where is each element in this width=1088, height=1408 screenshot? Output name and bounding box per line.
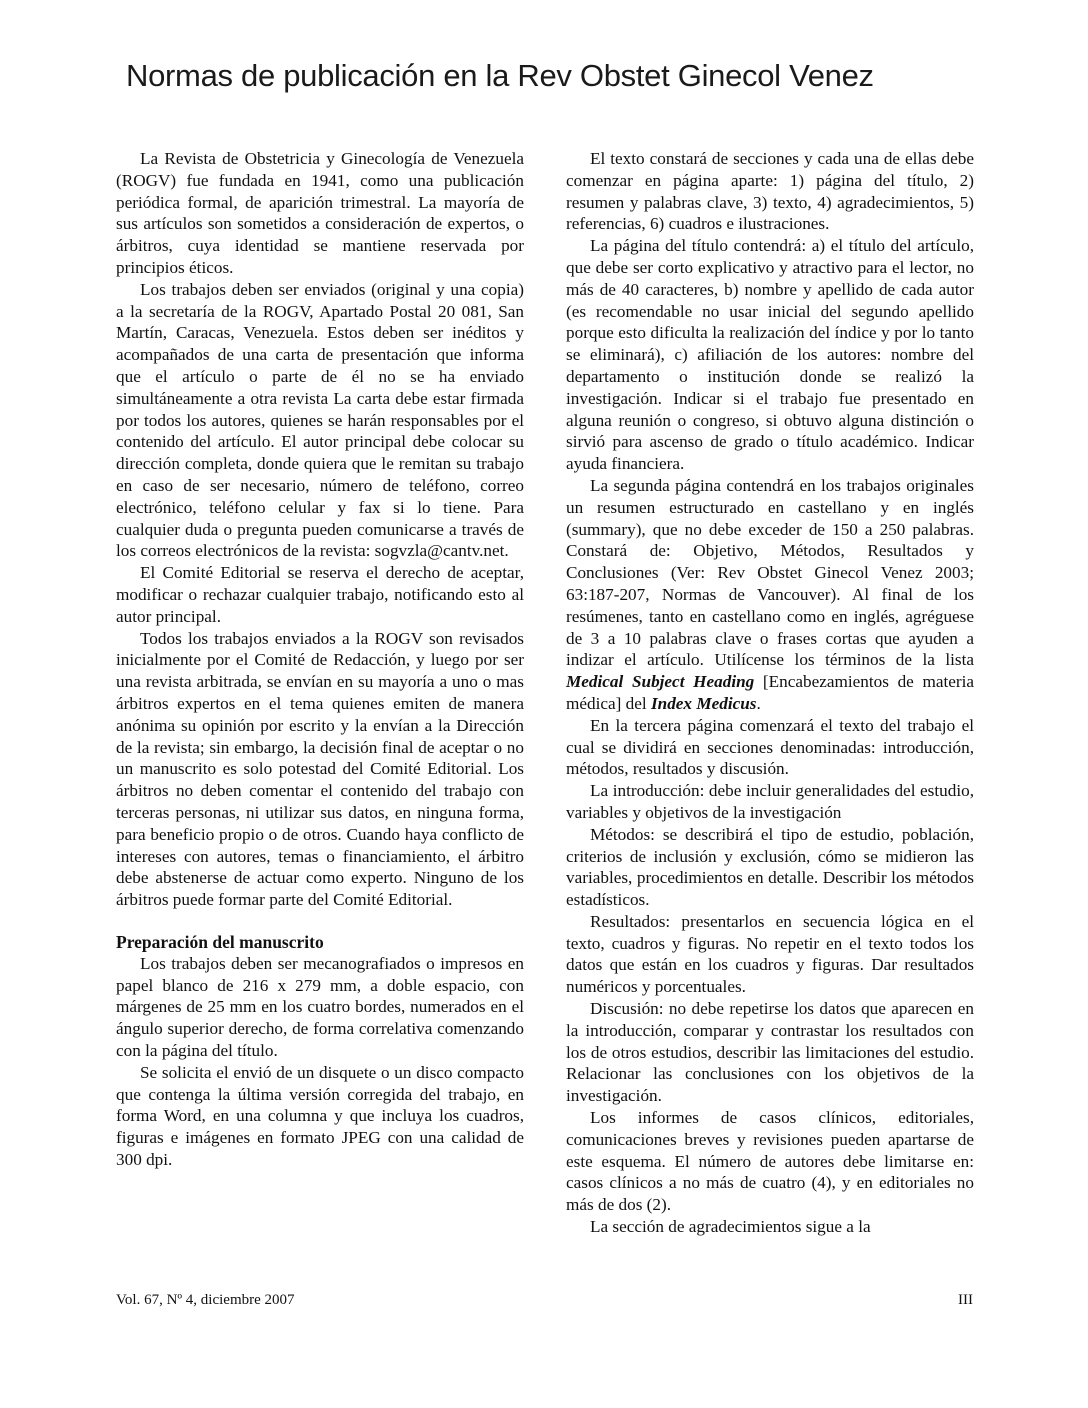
paragraph-text: . — [756, 693, 761, 713]
index-medicus-term: Index Medicus — [650, 693, 757, 713]
paragraph: La sección de agradecimientos sigue a la — [590, 1217, 871, 1237]
paragraph-summary — [566, 475, 974, 715]
paragraph: En la tercera página comenzará el texto del trabajo el cual se dividirá en secciones denominadas: introducción, métodos, resultados y discusión. — [566, 715, 974, 779]
paragraph: El texto constará de secciones y cada una de ellas debe comenzar en página aparte: 1) página del título, 2) resumen y palabras clave, 3) texto, 4) agradecimientos, 5) referencias, 6) cuadros e ilustraciones. — [566, 149, 974, 234]
paragraph: La Revista de Obstetricia y Ginecología de Venezuela (ROGV) fue fundada en 1941, como una publicación periódica formal, de aparición trimestral. La mayoría de sus artículos son sometidos a consideración de expertos, o árbitros, cuya identidad se mantiene reservada por principios éticos. — [116, 149, 524, 277]
paragraph-text: [Encabezamientos de materia médica] del — [566, 672, 974, 713]
paragraph: Se solicita el envió de un disquete o un disco compacto que contenga la última versión corregida del trabajo, en forma Word, en una columna y que incluya los cuadros, figuras e imágenes en formato JPEG con una calidad de 300 dpi. — [116, 1062, 524, 1170]
paragraph-text: La segunda página contendrá en los trabajos originales un resumen estructurado en castellano y en inglés (summary), que no debe exceder de 150 a 250 palabras. Constará de: Objetivo, Métodos, Resultados y Conclusiones (Ver: Rev Obstet Ginecol Venez 2003; 63:187-207, Normas de Vancouver). Al final de los resúmenes, tanto en castellano como en inglés, agréguese de 3 a 10 palabras clave o frases cortas que ayuden a indizar el artículo. Utilícense los términos de la lista — [566, 475, 974, 670]
paragraph: La página del título contendrá: a) el título del artículo, que debe ser corto explicativo y atractivo para el lector, no más de 40 caracteres, b) nombre y apellido de cada autor (es recomendable no usar inicial del segundo apellido porque esto dificulta la realización del índice y por lo tanto se eliminará), c) afiliación de los autores: nombre del departamento o institución donde se realizó la investigación. Indicar si el trabajo fue presentado en alguna reunión o congreso, si obtuvo alguna distinción o sirvió para ascenso de grado o título académico. Indicar ayuda financiera. — [566, 236, 974, 474]
paragraph: La introducción: debe incluir generalidades del estudio, variables y objetivos de la investigación — [566, 781, 974, 822]
paragraph: El Comité Editorial se reserva el derecho de aceptar, modificar o rechazar cualquier trabajo, notificando esto al autor principal. — [116, 563, 524, 626]
paragraph: Todos los trabajos enviados a la ROGV son revisados inicialmente por el Comité de Redacción, y luego por ser una revista arbitrada, se envían en su mayoría a uno o mas árbitros expertos en el tema quienes emiten de manera anónima su opinión por escrito y la envían a la Dirección de la revista; sin embargo, la decisión final de aceptar o no un manuscrito es solo potestad del Comité Editorial. Los árbitros no deben comentar el contenido del trabajo con terceras personas, ni utilizar sus datos, en ninguna forma, para beneficio propio o de otros. Cuando haya conflicto de intereses con autores, temas o financiamiento, el árbitro debe abstenerse de actuar como experto. Ninguno de los árbitros puede formar parte del Comité Editorial. — [116, 628, 524, 910]
mesh-term: Medical Subject Heading — [566, 672, 755, 692]
paragraph: Discusión: no debe repetirse los datos que aparecen en la introducción, comparar y contrastar los resultados con los de otros estudios, describir las limitaciones del estudio. Relacionar las conclusiones con los objetivos de la investigación. — [566, 999, 974, 1106]
paragraph: Resultados: presentarlos en secuencia lógica en el texto, cuadros y figuras. No repetir en el texto todos los datos que están en los cuadros y figuras. Dar resultados numéricos y porcentuales. — [566, 911, 974, 997]
page-title: Normas de publicación en la Rev Obstet Ginecol Venez — [126, 58, 874, 93]
right-column — [566, 148, 974, 1238]
page-number: III — [958, 1292, 973, 1308]
paragraph: Los trabajos deben ser enviados (original y una copia) a la secretaría de la ROGV, Apartado Postal 20 081, San Martín, Caracas, Venezuela. Estos deben ser inéditos y acompañados de una carta de presentación que informa que el artículo o parte de él no se ha enviado simultáneamente a otra revista La carta debe estar firmada por todos los autores, quienes se harán responsables por el contenido del artículo. El autor principal debe colocar su dirección completa, donde quiera que le remitan su trabajo en caso de ser necesario, número de teléfono, correo electrónico, teléfono celular y fax si lo tiene. Para cualquier duda o pregunta pueden comunicarse a través de los correos electrónicos de la revista: sogvzla@cantv.net. — [116, 279, 524, 561]
paragraph: Los informes de casos clínicos, editoriales, comunicaciones breves y revisiones pueden apartarse de este esquema. El número de autores debe limitarse en: casos clínicos a no más de cuatro (4), y en editoriales no más de dos (2). — [566, 1108, 974, 1215]
paragraph: Los trabajos deben ser mecanografiados o impresos en papel blanco de 216 x 279 mm, a doble espacio, con márgenes de 25 mm en los cuatro bordes, numerados en el ángulo superior derecho, de forma correlativa comenzando con la página del título. — [116, 953, 524, 1061]
paragraph: Métodos: se describirá el tipo de estudio, población, criterios de inclusión y exclusión, cómo se midieron las variables, procedimientos en detalle. Describir los métodos estadísticos. — [566, 824, 974, 910]
left-column — [116, 148, 524, 1171]
section-heading: Preparación del manuscrito — [116, 931, 324, 952]
footer-volume: Vol. 67, Nº 4, diciembre 2007 — [116, 1292, 295, 1308]
